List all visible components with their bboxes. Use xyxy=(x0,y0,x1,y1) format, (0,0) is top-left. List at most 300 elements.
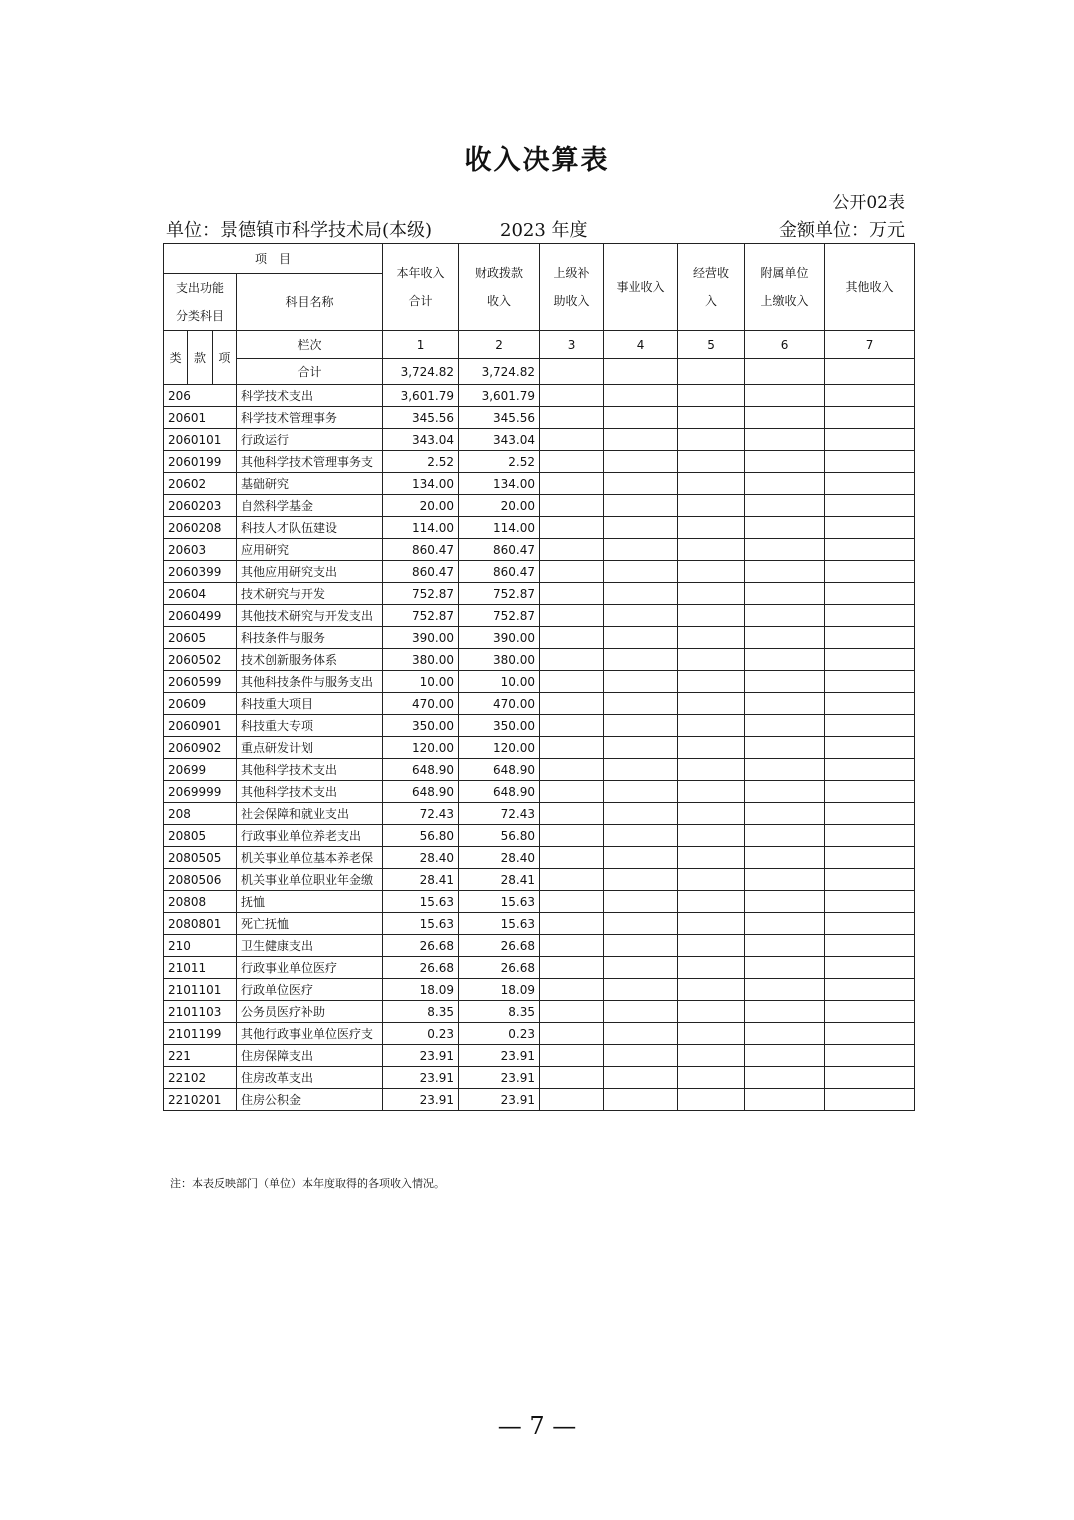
income-total: 20.00 xyxy=(383,495,459,517)
empty-cell xyxy=(540,869,604,891)
empty-cell xyxy=(825,979,915,1001)
empty-cell xyxy=(678,825,745,847)
income-total: 350.00 xyxy=(383,715,459,737)
income-total: 26.68 xyxy=(383,935,459,957)
fiscal-income: 345.56 xyxy=(459,407,540,429)
fiscal-income: 752.87 xyxy=(459,605,540,627)
empty-cell xyxy=(678,583,745,605)
subject-code: 2060101 xyxy=(164,429,237,451)
fiscal-income: 18.09 xyxy=(459,979,540,1001)
empty-cell xyxy=(825,1067,915,1089)
empty-cell xyxy=(678,1067,745,1089)
empty-cell xyxy=(825,495,915,517)
empty-cell xyxy=(540,825,604,847)
empty-cell xyxy=(540,1067,604,1089)
fiscal-income: 15.63 xyxy=(459,891,540,913)
fiscal-income: 8.35 xyxy=(459,1001,540,1023)
empty-cell xyxy=(604,979,678,1001)
table-row xyxy=(164,517,915,539)
income-total: 345.56 xyxy=(383,407,459,429)
empty-cell xyxy=(604,1023,678,1045)
subject-code: 2060502 xyxy=(164,649,237,671)
empty-cell xyxy=(678,605,745,627)
income-total: 18.09 xyxy=(383,979,459,1001)
empty-cell xyxy=(745,781,825,803)
empty-cell xyxy=(825,517,915,539)
total-value: 3,724.82 xyxy=(383,359,459,385)
unit-label: 单位：景德镇市科学技术局(本级) xyxy=(166,220,433,241)
empty-cell xyxy=(825,539,915,561)
empty-cell xyxy=(825,869,915,891)
empty-cell xyxy=(540,979,604,1001)
empty-cell xyxy=(825,1023,915,1045)
table-row xyxy=(164,539,915,561)
empty-cell xyxy=(540,715,604,737)
subject-code: 2060203 xyxy=(164,495,237,517)
header-row-3 xyxy=(164,331,915,359)
empty-cell xyxy=(540,473,604,495)
table-note: 注：本表反映部门（单位）本年度取得的各项收入情况。 xyxy=(170,1177,445,1190)
subject-name: 科学技术管理事务 xyxy=(237,407,383,429)
empty-cell xyxy=(825,693,915,715)
subject-name: 行政事业单位医疗 xyxy=(237,957,383,979)
empty-cell xyxy=(745,605,825,627)
empty-cell xyxy=(604,715,678,737)
income-total: 72.43 xyxy=(383,803,459,825)
empty-cell xyxy=(678,759,745,781)
subject-code: 2210201 xyxy=(164,1089,237,1111)
income-total: 2.52 xyxy=(383,451,459,473)
subject-name: 科技人才队伍建设 xyxy=(237,517,383,539)
table-row xyxy=(164,759,915,781)
subject-code: 221 xyxy=(164,1045,237,1067)
subject-code: 208 xyxy=(164,803,237,825)
subject-name: 其他科技条件与服务支出 xyxy=(237,671,383,693)
empty-cell xyxy=(678,979,745,1001)
empty-cell xyxy=(745,671,825,693)
table-row xyxy=(164,715,915,737)
subject-code: 20604 xyxy=(164,583,237,605)
subject-code: 20808 xyxy=(164,891,237,913)
table-row xyxy=(164,451,915,473)
fiscal-income: 26.68 xyxy=(459,935,540,957)
income-total: 390.00 xyxy=(383,627,459,649)
empty-cell xyxy=(825,1045,915,1067)
empty-cell xyxy=(540,583,604,605)
subject-name: 科技条件与服务 xyxy=(237,627,383,649)
empty-cell xyxy=(678,957,745,979)
fiscal-income: 860.47 xyxy=(459,561,540,583)
empty-cell xyxy=(678,561,745,583)
subject-name: 死亡抚恤 xyxy=(237,913,383,935)
empty-cell xyxy=(604,1045,678,1067)
empty-cell xyxy=(745,759,825,781)
fiscal-income: 134.00 xyxy=(459,473,540,495)
subject-code: 2069999 xyxy=(164,781,237,803)
empty-cell xyxy=(678,473,745,495)
table-row xyxy=(164,1067,915,1089)
empty-cell xyxy=(825,825,915,847)
income-total: 752.87 xyxy=(383,583,459,605)
empty-cell xyxy=(540,1089,604,1111)
fiscal-income: 28.40 xyxy=(459,847,540,869)
empty-cell xyxy=(604,737,678,759)
empty-cell xyxy=(540,737,604,759)
empty-cell xyxy=(678,913,745,935)
income-total: 860.47 xyxy=(383,539,459,561)
income-total: 28.40 xyxy=(383,847,459,869)
money-unit-label: 金额单位：万元 xyxy=(779,220,905,241)
index-3: 3 xyxy=(540,331,604,359)
empty-cell xyxy=(604,429,678,451)
table-row xyxy=(164,561,915,583)
empty-cell xyxy=(540,891,604,913)
table-row xyxy=(164,803,915,825)
empty-cell xyxy=(825,935,915,957)
subject-name: 自然科学基金 xyxy=(237,495,383,517)
empty-cell xyxy=(604,693,678,715)
subject-code: 2080506 xyxy=(164,869,237,891)
empty-cell xyxy=(604,847,678,869)
fiscal-income: 20.00 xyxy=(459,495,540,517)
empty-cell xyxy=(678,847,745,869)
subject-code: 22102 xyxy=(164,1067,237,1089)
fiscal-income: 28.41 xyxy=(459,869,540,891)
total-row xyxy=(164,359,915,385)
empty-cell xyxy=(825,407,915,429)
empty-cell xyxy=(745,1089,825,1111)
subject-code: 20605 xyxy=(164,627,237,649)
empty-cell xyxy=(604,561,678,583)
income-total: 134.00 xyxy=(383,473,459,495)
empty-cell xyxy=(540,539,604,561)
fiscal-income: 56.80 xyxy=(459,825,540,847)
empty-cell xyxy=(604,517,678,539)
empty-cell xyxy=(604,473,678,495)
table-row xyxy=(164,583,915,605)
empty-cell xyxy=(540,429,604,451)
empty-cell xyxy=(745,385,825,407)
empty-cell xyxy=(540,627,604,649)
empty-cell xyxy=(540,935,604,957)
subject-code: 206 xyxy=(164,385,237,407)
empty-cell xyxy=(678,429,745,451)
empty-cell xyxy=(745,539,825,561)
empty-cell xyxy=(678,539,745,561)
fiscal-income: 23.91 xyxy=(459,1067,540,1089)
subject-name: 其他科学技术支出 xyxy=(237,781,383,803)
empty-cell xyxy=(604,869,678,891)
empty-cell xyxy=(678,451,745,473)
subject-name: 科技重大项目 xyxy=(237,693,383,715)
income-total: 3,601.79 xyxy=(383,385,459,407)
table-row xyxy=(164,649,915,671)
empty-cell xyxy=(825,847,915,869)
header-col-6: 附属单位 上缴收入 xyxy=(745,244,825,331)
table-row xyxy=(164,1089,915,1111)
subject-name: 其他行政事业单位医疗支 xyxy=(237,1023,383,1045)
empty-cell xyxy=(825,759,915,781)
fiscal-income: 120.00 xyxy=(459,737,540,759)
index-6: 6 xyxy=(745,331,825,359)
empty-cell xyxy=(540,1045,604,1067)
index-4: 4 xyxy=(604,331,678,359)
income-total: 23.91 xyxy=(383,1045,459,1067)
empty-cell xyxy=(678,1045,745,1067)
empty-cell xyxy=(745,693,825,715)
income-total: 120.00 xyxy=(383,737,459,759)
empty-cell xyxy=(825,429,915,451)
empty-cell xyxy=(604,671,678,693)
empty-cell xyxy=(825,803,915,825)
subject-name: 其他科学技术管理事务支 xyxy=(237,451,383,473)
empty-cell xyxy=(604,935,678,957)
empty-cell xyxy=(540,649,604,671)
subject-name: 其他技术研究与开发支出 xyxy=(237,605,383,627)
income-total: 648.90 xyxy=(383,759,459,781)
empty-cell xyxy=(745,1045,825,1067)
subject-name: 卫生健康支出 xyxy=(237,935,383,957)
empty-cell xyxy=(678,781,745,803)
empty-cell xyxy=(825,891,915,913)
header-col-2: 财政拨款 收入 xyxy=(459,244,540,331)
empty-cell xyxy=(604,451,678,473)
empty-cell xyxy=(825,605,915,627)
empty-cell xyxy=(678,627,745,649)
income-table xyxy=(163,243,915,1111)
empty-cell xyxy=(540,451,604,473)
empty-cell xyxy=(745,1067,825,1089)
subject-name: 住房公积金 xyxy=(237,1089,383,1111)
income-total: 380.00 xyxy=(383,649,459,671)
fiscal-income: 380.00 xyxy=(459,649,540,671)
empty-cell xyxy=(678,671,745,693)
fiscal-income: 2.52 xyxy=(459,451,540,473)
empty-cell xyxy=(604,957,678,979)
fiscal-income: 0.23 xyxy=(459,1023,540,1045)
empty-cell xyxy=(745,649,825,671)
table-row xyxy=(164,869,915,891)
subject-name: 技术创新服务体系 xyxy=(237,649,383,671)
table-row xyxy=(164,935,915,957)
empty-cell xyxy=(604,605,678,627)
empty-cell xyxy=(745,979,825,1001)
empty-cell xyxy=(825,1089,915,1111)
header-row-1 xyxy=(164,244,915,274)
empty-cell xyxy=(678,1001,745,1023)
page-title: 收入决算表 xyxy=(464,145,610,176)
empty-cell xyxy=(745,1001,825,1023)
subject-name: 行政事业单位养老支出 xyxy=(237,825,383,847)
empty-cell xyxy=(604,913,678,935)
table-row xyxy=(164,495,915,517)
empty-cell xyxy=(540,693,604,715)
subject-code: 2101199 xyxy=(164,1023,237,1045)
table-row xyxy=(164,957,915,979)
subject-code: 20805 xyxy=(164,825,237,847)
table-row xyxy=(164,913,915,935)
subject-code: 2060199 xyxy=(164,451,237,473)
empty-cell xyxy=(678,1089,745,1111)
fiscal-income: 752.87 xyxy=(459,583,540,605)
header-item: 项 目 xyxy=(164,244,383,274)
fiscal-income: 15.63 xyxy=(459,913,540,935)
empty-cell xyxy=(745,627,825,649)
empty-cell xyxy=(604,1067,678,1089)
table-row xyxy=(164,385,915,407)
total-fiscal-value: 3,724.82 xyxy=(459,359,540,385)
subject-code: 2080505 xyxy=(164,847,237,869)
empty-cell xyxy=(745,825,825,847)
empty-cell xyxy=(745,429,825,451)
header-col-7: 其他收入 xyxy=(825,244,915,331)
empty-cell xyxy=(604,803,678,825)
empty-cell xyxy=(540,1023,604,1045)
table-row xyxy=(164,671,915,693)
income-total: 470.00 xyxy=(383,693,459,715)
income-total: 343.04 xyxy=(383,429,459,451)
income-total: 15.63 xyxy=(383,913,459,935)
empty-cell xyxy=(678,737,745,759)
empty-cell xyxy=(745,561,825,583)
income-total: 56.80 xyxy=(383,825,459,847)
empty-cell xyxy=(604,825,678,847)
table-row xyxy=(164,737,915,759)
subject-name: 公务员医疗补助 xyxy=(237,1001,383,1023)
fiscal-income: 3,601.79 xyxy=(459,385,540,407)
subject-code: 210 xyxy=(164,935,237,957)
empty-cell xyxy=(745,869,825,891)
income-total: 28.41 xyxy=(383,869,459,891)
subject-name: 其他应用研究支出 xyxy=(237,561,383,583)
empty-cell xyxy=(540,1001,604,1023)
income-total: 8.35 xyxy=(383,1001,459,1023)
subject-name: 科学技术支出 xyxy=(237,385,383,407)
fiscal-income: 10.00 xyxy=(459,671,540,693)
empty-cell xyxy=(540,803,604,825)
empty-cell xyxy=(745,583,825,605)
page-number: — 7 — xyxy=(497,1412,577,1440)
header-col-1: 本年收入 合计 xyxy=(383,244,459,331)
total-label: 合计 xyxy=(237,359,383,385)
subject-code: 2060399 xyxy=(164,561,237,583)
empty-cell xyxy=(745,517,825,539)
subject-code: 2080801 xyxy=(164,913,237,935)
fiscal-income: 390.00 xyxy=(459,627,540,649)
subject-name: 基础研究 xyxy=(237,473,383,495)
subject-code: 20699 xyxy=(164,759,237,781)
empty-cell xyxy=(540,781,604,803)
table-row xyxy=(164,693,915,715)
table-row xyxy=(164,627,915,649)
empty-cell xyxy=(604,891,678,913)
income-total: 10.00 xyxy=(383,671,459,693)
empty-cell xyxy=(745,891,825,913)
empty-cell xyxy=(825,671,915,693)
empty-cell xyxy=(825,473,915,495)
empty-cell xyxy=(540,407,604,429)
table-row xyxy=(164,825,915,847)
empty-cell xyxy=(745,935,825,957)
empty-cell xyxy=(678,649,745,671)
empty-cell xyxy=(604,495,678,517)
subject-code: 20601 xyxy=(164,407,237,429)
subject-name: 科技重大专项 xyxy=(237,715,383,737)
subject-name: 技术研究与开发 xyxy=(237,583,383,605)
table-meta xyxy=(163,216,905,242)
empty-cell xyxy=(604,539,678,561)
form-number: 公开02表 xyxy=(832,193,905,213)
empty-cell xyxy=(540,517,604,539)
fiscal-income: 470.00 xyxy=(459,693,540,715)
table-row xyxy=(164,1001,915,1023)
empty-cell xyxy=(745,495,825,517)
empty-cell xyxy=(825,627,915,649)
table-row xyxy=(164,429,915,451)
empty-cell xyxy=(678,1023,745,1045)
subject-name: 行政单位医疗 xyxy=(237,979,383,1001)
fiscal-income: 350.00 xyxy=(459,715,540,737)
income-total: 648.90 xyxy=(383,781,459,803)
subject-code: 2060208 xyxy=(164,517,237,539)
empty-cell xyxy=(825,451,915,473)
subject-name: 重点研发计划 xyxy=(237,737,383,759)
empty-cell xyxy=(745,715,825,737)
subject-code: 2101103 xyxy=(164,1001,237,1023)
header-lanci: 栏次 xyxy=(237,331,383,359)
fiscal-income: 648.90 xyxy=(459,781,540,803)
subject-name: 抚恤 xyxy=(237,891,383,913)
empty-cell xyxy=(540,605,604,627)
empty-cell xyxy=(745,913,825,935)
empty-cell xyxy=(678,803,745,825)
empty-cell xyxy=(604,583,678,605)
header-lei-kuan-xiang: 类 款 项 xyxy=(164,331,237,385)
table-row xyxy=(164,847,915,869)
empty-cell xyxy=(745,737,825,759)
income-total: 23.91 xyxy=(383,1067,459,1089)
table-row xyxy=(164,1023,915,1045)
year-label: 2023 年度 xyxy=(500,220,588,241)
table-row xyxy=(164,979,915,1001)
fiscal-income: 23.91 xyxy=(459,1045,540,1067)
empty-cell xyxy=(540,385,604,407)
subject-name: 社会保障和就业支出 xyxy=(237,803,383,825)
empty-cell xyxy=(678,891,745,913)
table-row xyxy=(164,605,915,627)
income-total: 23.91 xyxy=(383,1089,459,1111)
table-row xyxy=(164,1045,915,1067)
fiscal-income: 648.90 xyxy=(459,759,540,781)
header-subject-name: 科目名称 xyxy=(237,274,383,331)
empty-cell xyxy=(678,517,745,539)
subject-name: 其他科学技术支出 xyxy=(237,759,383,781)
empty-cell xyxy=(678,693,745,715)
subject-name: 住房改革支出 xyxy=(237,1067,383,1089)
empty-cell xyxy=(825,649,915,671)
subject-code: 21011 xyxy=(164,957,237,979)
empty-cell xyxy=(540,759,604,781)
empty-cell xyxy=(825,385,915,407)
empty-cell xyxy=(825,1001,915,1023)
subject-name: 机关事业单位职业年金缴 xyxy=(237,869,383,891)
subject-name: 住房保障支出 xyxy=(237,1045,383,1067)
empty-cell xyxy=(540,913,604,935)
table-row xyxy=(164,407,915,429)
header-category: 支出功能 分类科目 xyxy=(164,274,237,331)
index-7: 7 xyxy=(825,331,915,359)
empty-cell xyxy=(604,1001,678,1023)
